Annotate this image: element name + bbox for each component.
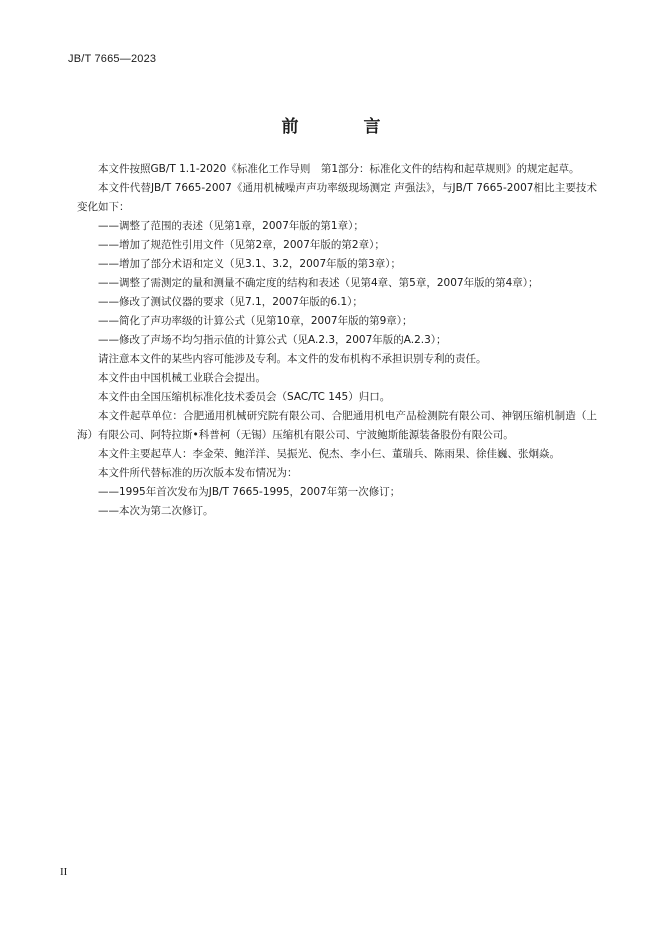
patent-notice-paragraph: 请注意本文件的某些内容可能涉及专利。本文件的发布机构不承担识别专利的责任。 (98, 353, 487, 365)
history-intro-paragraph: 本文件所代替标准的历次版本发布情况为： (98, 467, 298, 479)
drafting-basis-paragraph: 本文件按照GB/T 1.1-2020《标准化工作导则 第1部分：标准化文件的结构和起草规则》的规定起草。 (98, 163, 580, 175)
change-item: ——修改了声场不均匀指示值的计算公式（见A.2.3，2007年版的A.2.3）； (98, 334, 447, 346)
change-item: ——增加了规范性引用文件（见第2章，2007年版的第2章）； (98, 239, 385, 251)
history-item: ——1995年首次发布为JB/T 7665-1995，2007年第一次修订； (98, 486, 401, 498)
page-number: II (60, 866, 68, 878)
drafters-paragraph: 本文件主要起草人：李金荣、鲍洋洋、吴振光、倪杰、李小仨、董瑞兵、陈雨果、徐佳巍、张炯焱。 (98, 448, 560, 460)
change-item: ——简化了声功率级的计算公式（见第10章，2007年版的第9章）； (98, 315, 413, 327)
change-item: ——修改了测试仪器的要求（见7.1，2007年版的6.1）； (98, 296, 363, 308)
standard-code: JB/T 7665—2023 (68, 53, 157, 65)
header-rule (68, 68, 594, 69)
change-item: ——调整了需测定的量和测量不确定度的结构和表述（见第4章、第5章，2007年版的第4章）； (98, 277, 539, 289)
committee-paragraph: 本文件由全国压缩机标准化技术委员会（SAC/TC 145）归口。 (98, 391, 391, 403)
page-title: 前 言 (281, 117, 405, 137)
proposer-paragraph: 本文件由中国机械工业联合会提出。 (98, 372, 266, 384)
replacement-paragraph: 本文件代替JB/T 7665-2007《通用机械噪声声功率级现场测定 声强法》，与JB/T 7665-2007相比主要技术变化如下： (77, 182, 597, 213)
history-item: ——本次为第二次修订。 (98, 505, 214, 517)
change-item: ——增加了部分术语和定义（见3.1、3.2，2007年版的第3章）； (98, 258, 402, 270)
change-item: ——调整了范围的表述（见第1章，2007年版的第1章）； (98, 220, 364, 232)
document-body (77, 160, 597, 521)
drafting-units-paragraph: 本文件起草单位：合肥通用机械研究院有限公司、合肥通用机电产品检测院有限公司、神钢压缩机制造（上海）有限公司、阿特拉斯•科普柯（无锡）压缩机有限公司、宁波鲍斯能源装备股份有限公司。 (77, 410, 597, 441)
